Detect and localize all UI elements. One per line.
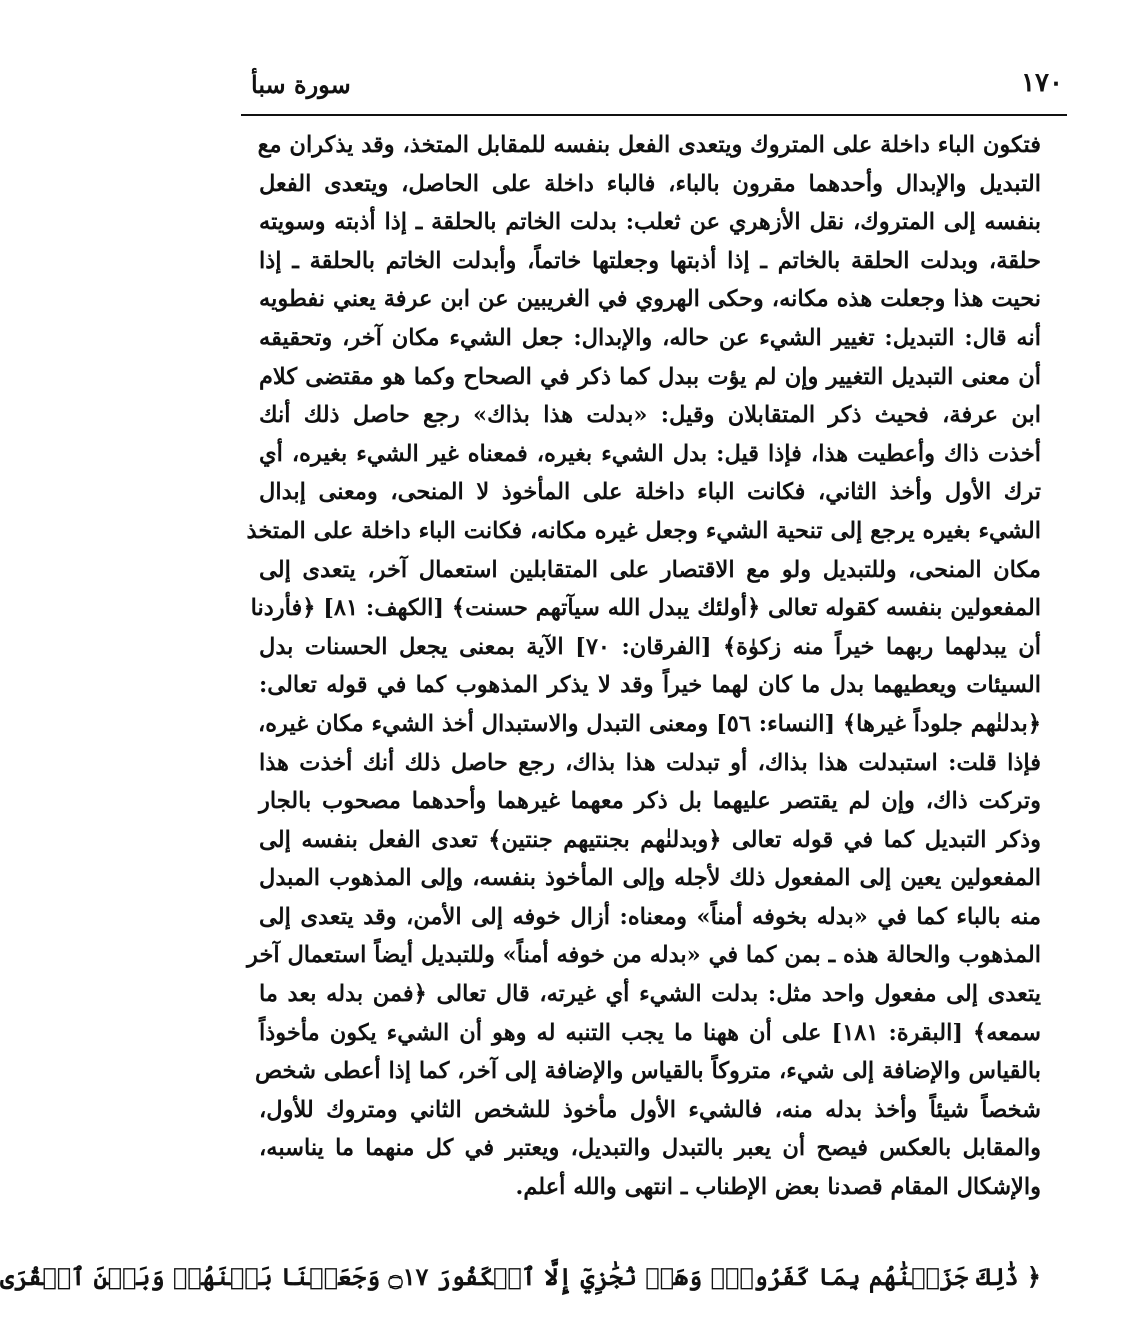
text-line: مكان المنحى، وللتبديل ولو مع الاقتصار على المتقابلين استعمال آخر، يتعدى إلى bbox=[259, 556, 1041, 583]
text-line: شخصاً شيئاً وأخذ بدله منه، فالشيء الأول مأخوذ للشخص الثاني ومتروك للأول، bbox=[259, 1096, 1041, 1123]
text-line: والمقابل بالعكس فيصح أن يعبر بالتبدل والتبديل، ويعتبر في كل منهما ما يناسبه، bbox=[259, 1135, 1041, 1162]
text-line: ترك الأول وأخذ الثاني، فكانت الباء داخلة على المأخوذ لا المنحى، ومعنى إبدال bbox=[259, 479, 1041, 506]
text-line: المذهوب والحالة هذه ـ بمن كما في «بدله من خوفه أمناً» وللتبديل أيضاً استعمال آخر bbox=[247, 942, 1041, 969]
text-line: نحيت هذا وجعلت هذه مكانه، وحكى الهروي في الغريبين عن ابن عرفة يعني نفطويه bbox=[259, 286, 1041, 313]
text-line: أنه قال: التبديل: تغيير الشيء عن حاله، والإبدال: جعل الشيء مكان آخر، وتحقيقه bbox=[259, 324, 1041, 351]
surah-title: سورة سبأ bbox=[251, 70, 351, 99]
text-line: حلقة، وبدلت الحلقة بالخاتم ـ إذا أذبتها وجعلتها خاتماً، وأبدلت الخاتم بالحلقة ـ إذا bbox=[259, 247, 1041, 274]
text-line: والإشكال المقام قصدنا بعض الإطناب ـ انتهى والله أعلم. bbox=[515, 1174, 1041, 1201]
text-line: الشيء بغيره يرجع إلى تنحية الشيء وجعل غيره مكانه، فكانت الباء داخلة على المتخذ bbox=[246, 517, 1041, 544]
header-divider bbox=[241, 114, 1067, 116]
text-line: المفعولين بنفسه كقوله تعالى ﴿أولئك يبدل الله سيآتهم حسنت﴾ [الكهف: ٨١] ﴿فأردنا bbox=[250, 595, 1041, 622]
commentary-text bbox=[246, 126, 1042, 1207]
text-line: فتكون الباء داخلة على المتروك ويتعدى الفعل بنفسه للمقابل المتخذ، وقد يذكران مع bbox=[257, 132, 1041, 158]
text-line: وذكر التبديل كما في قوله تعالى ﴿وبدلنٰهم بجنتيهم جنتين﴾ تعدى الفعل بنفسه إلى bbox=[259, 826, 1041, 853]
text-line: وتركت ذاك، وإن لم يقتصر عليهما بل ذكر معهما غيرهما وأحدهما مصحوب بالجار bbox=[259, 788, 1041, 815]
text-line: سمعه﴾ [البقرة: ١٨١] على أن ههنا ما يجب التنبه له وهو أن الشيء يكون مأخوذاً bbox=[259, 1019, 1042, 1046]
text-line: ابن عرفة، فحيث ذكر المتقابلان وقيل: «بدلت هذا بذاك» رجع حاصل ذلك أنك bbox=[259, 402, 1041, 429]
text-line: بالقياس والإضافة إلى شيء، متروكاً بالقياس والإضافة إلى آخر، كما إذا أعطى شخص bbox=[254, 1058, 1041, 1085]
page-number: ١٧٠ bbox=[1021, 68, 1063, 98]
text-line: فإذا قلت: استبدلت هذا بذاك، أو تبدلت هذا بذاك، رجع حاصل ذلك أنك أخذت هذا bbox=[259, 749, 1041, 776]
text-line: السيئات ويعطيهما بدل ما كان لهما خيراً وقد لا يذكر المذهوب كما في قوله تعالى: bbox=[259, 672, 1041, 699]
text-line: يتعدى إلى مفعول واحد مثل: بدلت الشيء أي غيرته، قال تعالى ﴿فمن بدله بعد ما bbox=[259, 981, 1041, 1008]
text-line: أخذت ذاك وأعطيت هذا، فإذا قيل: بدل الشيء بغيره، فمعناه غير الشيء بغيره، أي bbox=[259, 440, 1041, 467]
text-line: بنفسه إلى المتروك، نقل الأزهري عن ثعلب: بدلت الخاتم بالحلقة ـ إذا أذبته وسويته bbox=[259, 209, 1041, 236]
page-header bbox=[249, 66, 1069, 110]
quran-verse-line: ﴿ ذَٰلِكَ جَزَيۡنَٰهُم بِمَا كَفَرُواْۖ وَهَلۡ نُجَٰزِيٓ إِلَّا ٱلۡكَفُورَ ۝١٧ وَجَعَلۡنَا بَيۡنَهُمۡ وَبَيۡنَ ٱلۡقُرَى bbox=[0, 1262, 1041, 1291]
text-line: المفعولين يعين إلى المفعول ذلك لأجله وإلى المأخوذ بنفسه، وإلى المذهوب المبدل bbox=[259, 865, 1041, 892]
text-line: أن يبدلهما ربهما خيراً منه زكوٰة﴾ [الفرقان: ٧٠] الآية بمعنى يجعل الحسنات بدل bbox=[259, 633, 1041, 660]
text-line: ﴿بدلنٰهم جلوداً غيرها﴾ [النساء: ٥٦] ومعنى التبدل والاستبدال أخذ الشيء مكان غيره، bbox=[257, 710, 1041, 737]
text-line: منه بالباء كما في «بدله بخوفه أمناً» ومعناه: أزال خوفه إلى الأمن، وقد يتعدى إلى bbox=[259, 903, 1041, 930]
text-line: التبديل والإبدال وأحدهما مقرون بالباء، فالباء داخلة على الحاصل، ويتعدى الفعل bbox=[259, 170, 1041, 197]
text-line: أن معنى التبديل التغيير وإن لم يؤت ببدل كما ذكر في الصحاح وكما هو مقتضى كلام bbox=[259, 363, 1041, 390]
